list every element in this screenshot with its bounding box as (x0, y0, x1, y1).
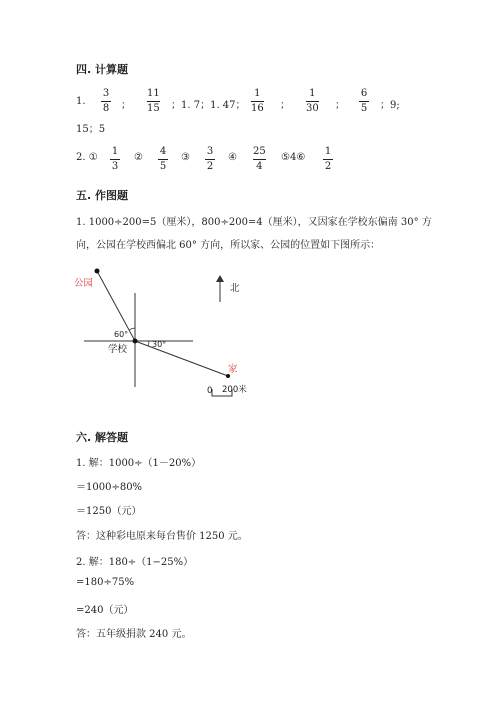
solution-line-8: 答：五年级捐款 240 元。 (76, 629, 192, 640)
decimal-answers: ；1. 7；1. 47； (171, 100, 246, 111)
fraction-25-4: 25 4 (253, 146, 266, 172)
answer-line-continuation: 15；5 (76, 124, 106, 135)
q2-prefix: 2. ① (76, 152, 98, 163)
circled-3: ③ (181, 152, 190, 163)
section-heading-calculation: 四. 计算题 (76, 63, 129, 76)
park-label: 公园 (74, 278, 94, 289)
solution-line-7: =240（元） (76, 605, 134, 616)
park-point (95, 269, 100, 274)
scale-unit-label: 200米 (222, 385, 247, 395)
separator: ； (280, 100, 290, 111)
answer-tail: ；9; (380, 100, 400, 111)
solution-line-1: 1. 解：1000÷（1－20%） (76, 458, 202, 469)
school-label: 学校 (108, 344, 128, 355)
fraction-1-30: 1 30 (306, 88, 319, 114)
scale-zero-label: 0 (207, 386, 213, 396)
drawing-text-line1: 1. 1000÷200=5（厘米），800÷200=4（厘米），又因家在学校东偏南 30° 方 (76, 217, 432, 228)
fraction-1-16: 1 16 (251, 88, 264, 114)
north-label: 北 (230, 283, 240, 294)
solution-line-4: 答：这种彩电原来每台售价 1250 元。 (76, 531, 248, 542)
fraction-1-3: 1 3 (111, 146, 119, 172)
solution-line-5: 2. 解：180÷（1−25%） (76, 557, 194, 568)
fraction-11-15: 11 15 (147, 88, 160, 114)
fraction-4-5: 4 5 (159, 146, 167, 172)
school-point (133, 339, 138, 344)
circled-4: ④ (228, 152, 237, 163)
angle-30-label: 30° (152, 340, 167, 349)
solution-line-3: ＝1250（元） (76, 506, 142, 517)
angle-arc-nw (129, 328, 135, 330)
fraction-3-8: 3 8 (102, 88, 110, 114)
circled-5-6: ⑤4⑥ (281, 152, 306, 163)
home-label: 家 (228, 364, 238, 375)
angle-arc-se (148, 341, 149, 346)
separator: ； (121, 100, 131, 111)
drawing-text-line2: 向，公园在学校西偏北 60° 方向，所以家、公园的位置如下图所示： (76, 240, 381, 251)
angle-60-label: 60° (114, 330, 129, 339)
fraction-3-2: 3 2 (206, 146, 214, 172)
fraction-1-2: 1 2 (324, 146, 332, 172)
circled-2: ② (134, 152, 143, 163)
north-arrow-icon (216, 275, 224, 282)
solution-line-6: =180÷75% (76, 577, 135, 588)
separator: ； (335, 100, 345, 111)
home-direction-line (135, 341, 228, 376)
solution-line-2: ＝1000÷80% (76, 482, 143, 493)
q1-prefix: 1. (76, 96, 86, 107)
fraction-6-5: 6 5 (360, 88, 368, 114)
section-heading-drawing: 五. 作图题 (76, 189, 129, 202)
section-heading-solutions: 六. 解答题 (76, 431, 129, 444)
